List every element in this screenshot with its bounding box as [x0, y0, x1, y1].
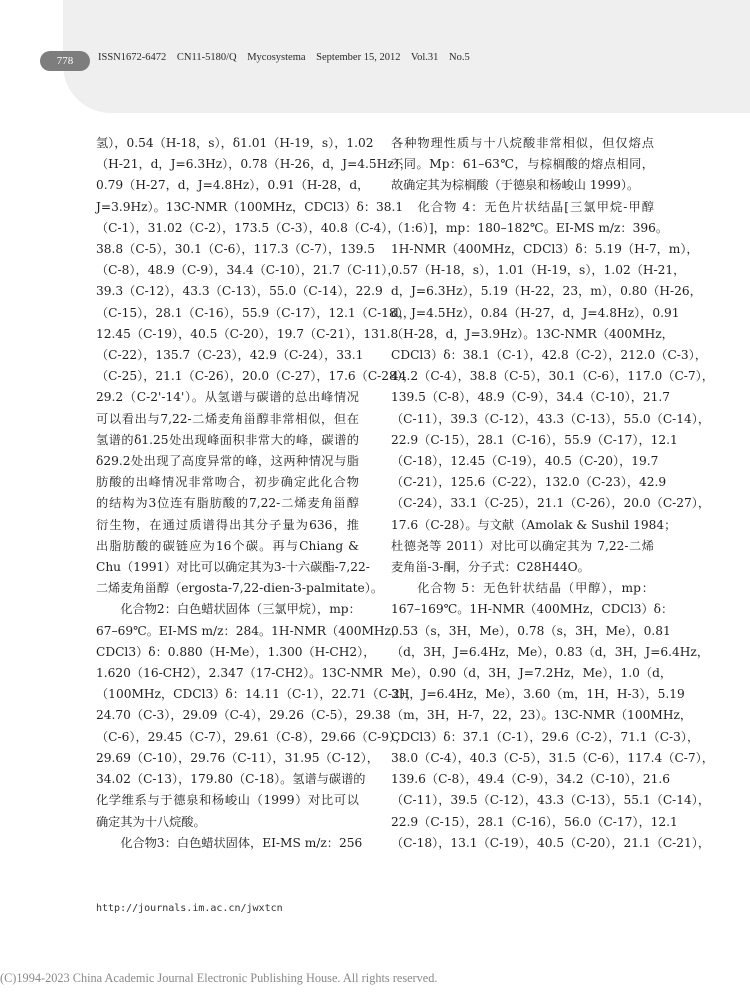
text-line: （d，3H，J=6.4Hz，Me），0.83（d，3H，J=6.4Hz， — [391, 644, 710, 659]
text-line: 38.8（C-5），30.1（C-6），117.3（C-7），139.5 — [96, 242, 376, 257]
text-line: 确定其为十八烷酸。 — [96, 814, 206, 829]
text-line: （C-21），125.6（C-22），132.0（C-23），42.9 — [391, 475, 667, 490]
text-line: 0.79（H-27，d，J=4.8Hz），0.91（H-28，d， — [96, 178, 370, 193]
text-line: 衍生物，在通过质谱得出其分子量为636，推 — [96, 517, 359, 532]
text-line: δ29.2处出现了高度异常的峰，这两种情况与脂 — [96, 454, 359, 469]
text-line: 167–169℃。1H-NMR（400MHz，CDCl3）δ： — [391, 602, 674, 617]
journal-url[interactable]: http://journals.im.ac.cn/jwxtcn — [96, 903, 283, 914]
text-line: 化合物 5：无色针状结晶（甲醇），mp： — [391, 581, 654, 596]
text-line: 可以看出与7,22-二烯麦角甾醇非常相似，但在 — [96, 411, 359, 426]
text-line: 1.620（16-CH2），2.347（17-CH2）。13C-NMR — [96, 666, 383, 681]
text-line: 67–69℃。EI-MS m/z：284。1H-NMR（400MHz， — [96, 623, 404, 638]
text-line: Chu（1991）对比可以确定其为3-十六碳酯-7,22- — [96, 560, 370, 575]
text-line: 化学维系与于德泉和杨峻山（1999）对比可以 — [96, 793, 359, 808]
text-line: 0.57（H-18，s），1.01（H-19，s），1.02（H-21， — [391, 263, 686, 278]
text-line: 22.9（C-15），28.1（C-16），55.9（C-17），12.1 — [391, 432, 678, 447]
text-line: 139.6（C-8），49.4（C-9），34.2（C-10），21.6 — [391, 772, 671, 787]
text-line: 出脂肪酸的碳链应为16个碳。再与Chiang & — [96, 538, 359, 553]
text-line: CDCl3）δ：0.880（H-Me），1.300（H-CH2）， — [96, 644, 376, 659]
text-line: 24.70（C-3），29.09（C-4），29.26（C-5），29.38 — [96, 708, 391, 723]
text-line: （C-8），48.9（C-9），34.4（C-10），21.7（C-11）， — [96, 263, 400, 278]
text-line: （C-11），39.5（C-12），43.3（C-13），55.1（C-14）， — [391, 793, 711, 808]
text-line: （H-21，d，J=6.3Hz），0.78（H-26，d，J=4.5Hz）， — [96, 157, 412, 172]
text-line: 二烯麦角甾醇（ergosta-7,22-dien-3-palmitate）。 — [96, 581, 384, 596]
text-line: 各种物理性质与十八烷酸非常相似，但仅熔点 — [391, 136, 654, 150]
text-line: 化合物 4：无色片状结晶[三氯甲烷-甲醇 — [391, 199, 654, 214]
text-line: （C-18），13.1（C-19），40.5（C-20），21.1（C-21）， — [391, 835, 711, 850]
text-line: （C-6），29.45（C-7），29.61（C-8），29.66（C-9）， — [96, 729, 408, 744]
journal-name: Mycosystema — [247, 52, 306, 63]
text-line: 氢），0.54（H-18，s），δ1.01（H-19，s），1.02 — [96, 136, 374, 150]
text-line: （C-15），28.1（C-16），55.9（C-17），12.1（C-18）， — [96, 305, 416, 320]
text-line: （100MHz，CDCl3）δ：14.11（C-1），22.71（C-2）， — [96, 687, 419, 702]
text-line: 麦角甾-3-酮，分子式：C28H44O。 — [391, 560, 590, 575]
text-line: （m，3H，H-7，22，23）。13C-NMR（100MHz， — [391, 708, 693, 723]
page-number: 778 — [40, 51, 90, 71]
issue-number: No.5 — [449, 52, 470, 63]
text-line: （1:6）]，mp：180–182℃。EI-MS m/z：396。 — [391, 220, 669, 235]
volume: Vol.31 — [410, 52, 439, 63]
text-line: J=3.9Hz）。13C-NMR（100MHz，CDCl3）δ：38.1 — [96, 199, 404, 214]
text-line: 杜德尧等 2011）对比可以确定其为 7,22-二烯 — [391, 538, 654, 553]
text-line: （C-18），12.45（C-19），40.5（C-20），19.7 — [391, 454, 659, 469]
text-line: （C-24），33.1（C-25），21.1（C-26），20.0（C-27）， — [391, 496, 711, 511]
left-column — [96, 133, 419, 854]
journal-header — [98, 52, 478, 63]
text-line: （C-11），39.3（C-12），43.3（C-13），55.0（C-14）， — [391, 411, 711, 426]
text-line: （H-28，d，J=3.9Hz）。13C-NMR（400MHz， — [391, 326, 674, 341]
text-line: （C-1），31.02（C-2），173.5（C-3），40.8（C-4）， — [96, 220, 400, 235]
text-line: 29.69（C-10），29.76（C-11），31.95（C-12）， — [96, 750, 379, 765]
text-line: 故确定其为棕榈酸（于德泉和杨峻山 1999）。 — [391, 178, 640, 193]
text-line: d，J=6.3Hz），5.19（H-22，23，m），0.80（H-26， — [391, 284, 702, 299]
text-line: CDCl3）δ：37.1（C-1），29.6（C-2），71.1（C-3）， — [391, 729, 700, 744]
text-line: 氢谱的δ1.25处出现峰面积非常大的峰，碳谱的 — [96, 432, 359, 447]
issue-date: September 15, 2012 — [316, 52, 401, 63]
text-line: 不同。Mp：61–63℃，与棕榈酸的熔点相同， — [391, 157, 654, 172]
text-line: 38.0（C-4），40.3（C-5），31.5（C-6），117.4（C-7）， — [391, 750, 714, 765]
text-line: 3H，J=6.4Hz，Me），3.60（m，1H，H-3），5.19 — [391, 687, 685, 702]
cn-number: CN11-5180/Q — [176, 52, 237, 63]
text-line: 肪酸的出峰情况非常吻合，初步确定此化合物 — [96, 475, 359, 490]
text-line: Me），0.90（d，3H，J=7.2Hz，Me），1.0（d， — [391, 666, 673, 681]
text-line: 44.2（C-4），38.8（C-5），30.1（C-6），117.0（C-7）， — [391, 369, 714, 384]
text-line: （C-25），21.1（C-26），20.0（C-27），17.6（C-28）， — [96, 369, 416, 384]
text-line: d，J=4.5Hz），0.84（H-27，d，J=4.8Hz），0.91 — [391, 305, 680, 320]
text-line: 化合物3：白色蜡状固体，EI-MS m/z：256 — [96, 835, 363, 850]
text-line: 22.9（C-15），28.1（C-16），56.0（C-17），12.1 — [391, 814, 678, 829]
text-line: （C-22），135.7（C-23），42.9（C-24），33.1 — [96, 348, 364, 363]
text-line: 39.3（C-12），43.3（C-13），55.0（C-14），22.9 — [96, 284, 383, 299]
issn: ISSN1672-6472 — [98, 52, 167, 63]
text-line: 1H-NMR（400MHz，CDCl3）δ：5.19（H-7，m）， — [391, 242, 699, 257]
text-line: 12.45（C-19），40.5（C-20），19.7（C-21），131.8 — [96, 326, 399, 341]
text-line: 化合物2：白色蜡状固体（三氯甲烷），mp： — [96, 602, 361, 617]
text-line: 29.2（C-2'-14'）。从氢谱与碳谱的总出峰情况 — [96, 390, 359, 405]
text-line: 34.02（C-13），179.80（C-18）。氢谱与碳谱的 — [96, 772, 366, 787]
text-line: CDCl3）δ：38.1（C-1），42.8（C-2），212.0（C-3）， — [391, 348, 707, 363]
text-line: 的结构为3位连有脂肪酸的7,22-二烯麦角甾醇 — [96, 496, 359, 511]
right-column — [391, 133, 714, 854]
text-line: 139.5（C-8），48.9（C-9），34.4（C-10），21.7 — [391, 390, 671, 405]
text-line: 0.53（s，3H，Me），0.78（s，3H，Me），0.81 — [391, 623, 671, 638]
copyright-notice: (C)1994-2023 China Academic Journal Electronic Publishing House. All rights reserved. — [0, 971, 438, 985]
text-line: 17.6（C-28）。与文献（Amolak & Sushil 1984； — [391, 517, 677, 532]
